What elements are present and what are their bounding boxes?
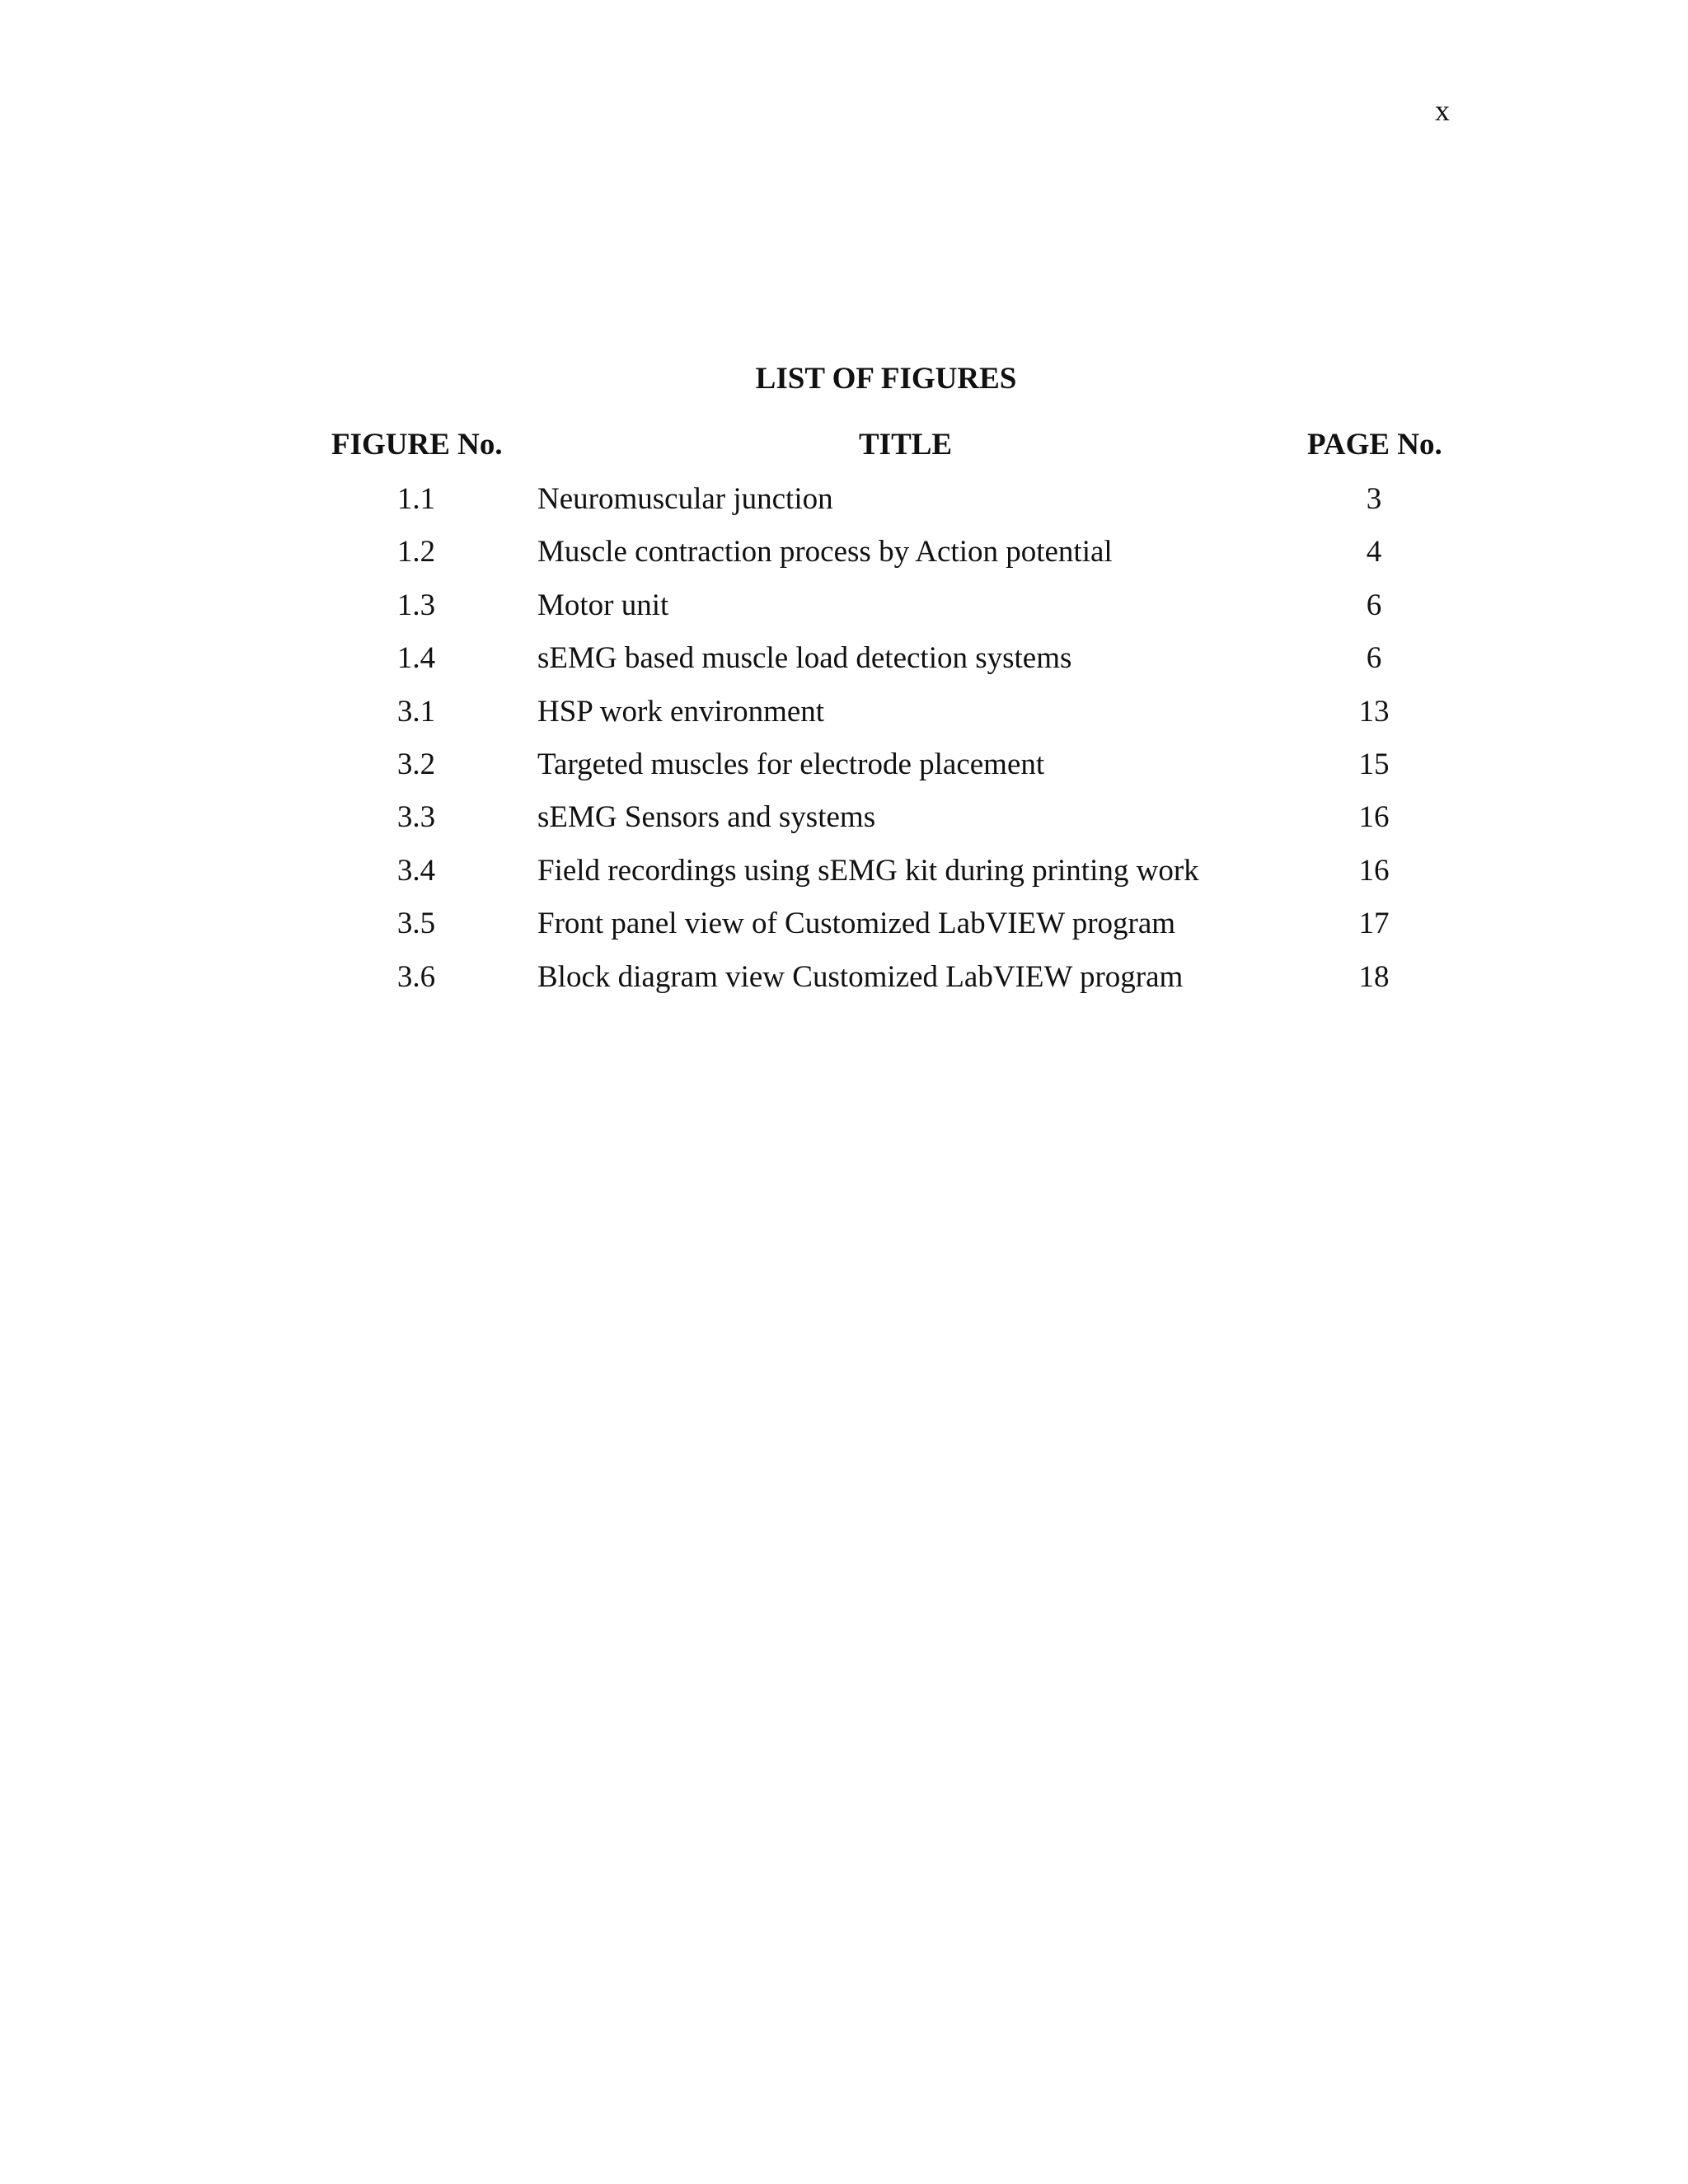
table-row bbox=[0, 640, 1688, 693]
column-header-title: TITLE bbox=[859, 428, 953, 462]
figure-number: 1.3 bbox=[396, 588, 436, 622]
figure-page: 3 bbox=[1366, 482, 1382, 516]
page-number: x bbox=[1435, 94, 1450, 127]
figure-number: 1.1 bbox=[396, 482, 436, 516]
figure-number: 3.4 bbox=[396, 853, 436, 888]
table-header bbox=[0, 427, 1688, 463]
table-row bbox=[0, 906, 1688, 958]
figure-number: 1.2 bbox=[396, 535, 436, 569]
table-row bbox=[0, 747, 1688, 799]
table-row bbox=[0, 799, 1688, 852]
figure-page: 6 bbox=[1366, 588, 1382, 622]
column-header-figure-no: FIGURE No. bbox=[331, 428, 503, 462]
figure-number: 3.3 bbox=[396, 800, 436, 835]
figure-page: 18 bbox=[1358, 959, 1390, 994]
figure-title: Targeted muscles for electrode placement bbox=[537, 747, 1045, 781]
figure-title: Field recordings using sEMG kit during printing work bbox=[537, 853, 1199, 888]
figure-number: 3.6 bbox=[396, 959, 436, 994]
figure-title: sEMG Sensors and systems bbox=[537, 800, 876, 835]
table-row bbox=[0, 694, 1688, 747]
figure-title: Block diagram view Customized LabVIEW program bbox=[537, 959, 1184, 994]
column-header-page-no: PAGE No. bbox=[1307, 428, 1442, 462]
figure-page: 13 bbox=[1358, 694, 1390, 729]
figure-number: 3.1 bbox=[396, 694, 436, 729]
figure-number: 1.4 bbox=[396, 641, 436, 676]
figure-page: 17 bbox=[1358, 907, 1390, 941]
figure-page: 16 bbox=[1358, 853, 1390, 888]
table-row bbox=[0, 959, 1688, 1012]
figure-title: Muscle contraction process by Action potential bbox=[537, 535, 1113, 569]
figure-number: 3.2 bbox=[396, 747, 436, 781]
figure-number: 3.5 bbox=[396, 907, 436, 941]
table-row bbox=[0, 853, 1688, 906]
table-row bbox=[0, 481, 1688, 534]
table-row bbox=[0, 588, 1688, 640]
figure-title: Motor unit bbox=[537, 588, 669, 622]
table-row bbox=[0, 534, 1688, 587]
figure-title: Front panel view of Customized LabVIEW program bbox=[537, 907, 1176, 941]
figure-title: HSP work environment bbox=[537, 694, 825, 729]
list-title: LIST OF FIGURES bbox=[755, 362, 1017, 396]
figure-page: 15 bbox=[1358, 747, 1390, 781]
figure-page: 6 bbox=[1366, 641, 1382, 676]
figure-page: 16 bbox=[1358, 800, 1390, 835]
figure-list bbox=[0, 481, 1688, 1012]
figure-page: 4 bbox=[1366, 535, 1382, 569]
figure-title: sEMG based muscle load detection systems bbox=[537, 641, 1072, 676]
figure-title: Neuromuscular junction bbox=[537, 482, 833, 516]
